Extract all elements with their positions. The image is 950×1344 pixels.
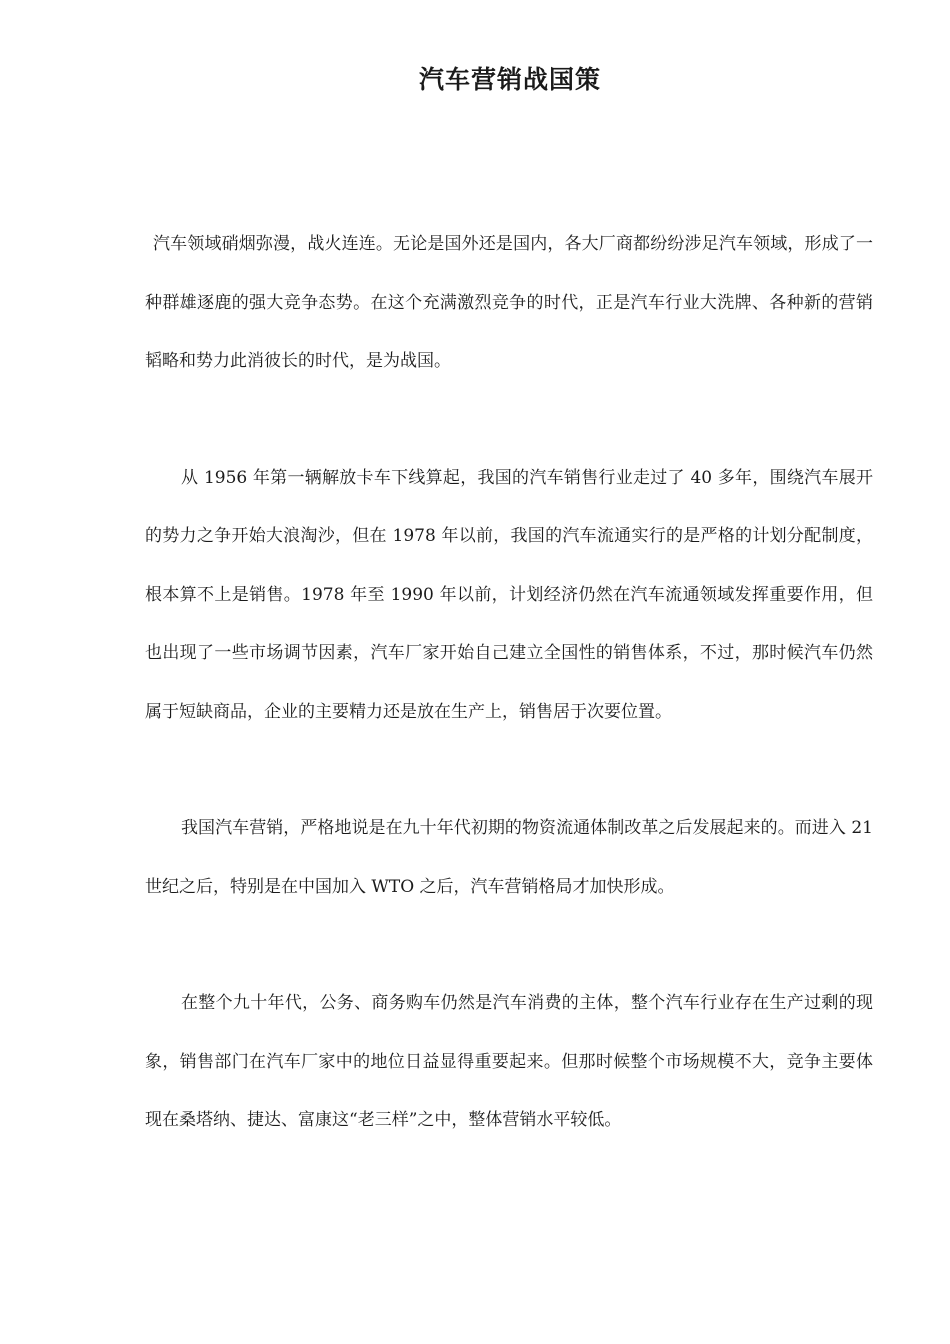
paragraph-2: 从 1956 年第一辆解放卡车下线算起，我国的汽车销售行业走过了 40 多年，围绕汽车展开的势力之争开始大浪淘沙，但在 1978 年以前，我国的汽车流通实行的是严格的计划分配制度，根本算不上是销售。1978 年至 1990 年以前，计划经济仍然在汽车流通领域发挥重要作用，但也出现了一些市场调节因素，汽车厂家开始自己建立全国性的销售体系，不过，那时候汽车仍然属于短缺商品，企业的主要精力还是放在生产上，销售居于次要位置。 (145, 467, 873, 722)
document-body (145, 215, 873, 1208)
paragraph-3: 我国汽车营销，严格地说是在九十年代初期的物资流通体制改革之后发展起来的。而进入 21 世纪之后，特别是在中国加入 WTO 之后，汽车营销格局才加快形成。 (145, 818, 873, 897)
document-title: 汽车营销战国策 (418, 65, 601, 94)
paragraph-1: 汽车领域硝烟弥漫，战火连连。无论是国外还是国内，各大厂商都纷纷涉足汽车领域，形成了一种群雄逐鹿的强大竞争态势。在这个充满激烈竞争的时代，正是汽车行业大洗牌、各种新的营销韬略和势力此消彼长的时代，是为战国。 (145, 234, 873, 371)
paragraph-4: 在整个九十年代，公务、商务购车仍然是汽车消费的主体，整个汽车行业存在生产过剩的现象，销售部门在汽车厂家中的地位日益显得重要起来。但那时候整个市场规模不大，竞争主要体现在桑塔纳、捷达、富康这“老三样”之中，整体营销水平较低。 (145, 993, 873, 1130)
